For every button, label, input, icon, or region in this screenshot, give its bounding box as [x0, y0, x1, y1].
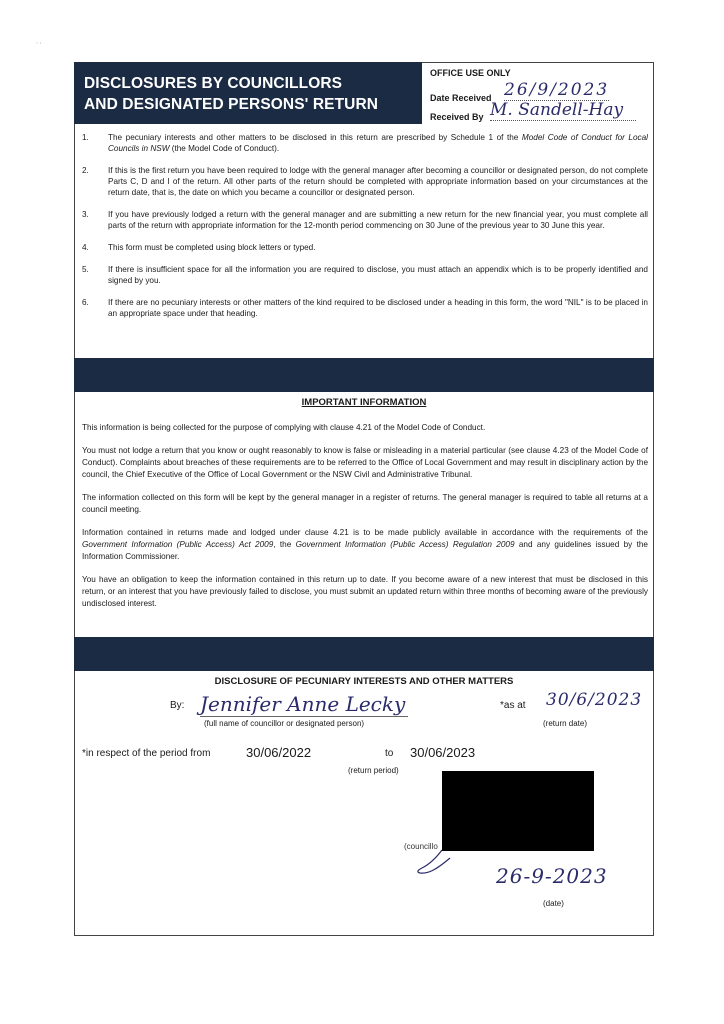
- signature-caption: (councillo: [404, 842, 438, 851]
- instruction-number: 2.: [82, 166, 89, 175]
- return-period-caption: (return period): [348, 766, 399, 775]
- instruction-number: 6.: [82, 298, 89, 307]
- info-text: Information contained in returns made and lodged under clause 4.21 is to be made publicly available in accordance with the requirements of the: [82, 528, 648, 537]
- act-title: Government Information (Public Access) Act 2009: [82, 540, 274, 549]
- instructions-list: [82, 132, 648, 330]
- instruction-item: [82, 165, 648, 198]
- instruction-item: [82, 209, 648, 231]
- instruction-item: [82, 264, 648, 286]
- disclosure-heading: DISCLOSURE OF PECUNIARY INTERESTS AND OTHER MATTERS: [214, 676, 514, 687]
- instruction-text: The pecuniary interests and other matters to be disclosed in this return are prescribed by Schedule 1 of the: [108, 133, 522, 142]
- period-to-label: to: [385, 748, 394, 759]
- info-paragraph: The information collected on this form will be kept by the general manager in a register of returns. The general manager is required to table all returns at a council meeting.: [82, 493, 648, 514]
- instruction-number: 3.: [82, 210, 89, 219]
- form-title-banner: [74, 62, 422, 124]
- return-date-field[interactable]: 30/6/2023: [546, 690, 643, 710]
- date-received-label: Date Received: [430, 93, 492, 103]
- instruction-item: [82, 242, 648, 253]
- scan-speck: ⋅ ⋅: [36, 41, 42, 47]
- instruction-text-end: (the Model Code of Conduct).: [169, 144, 280, 153]
- regulation-title: Government Information (Public Access) Regulation 2009: [295, 540, 515, 549]
- info-text: , the: [273, 540, 296, 549]
- instruction-item: [82, 297, 648, 319]
- instruction-text: If there is insufficient space for all the information you are required to disclose, you must attach an appendix which is to be properly identified and signed by you.: [108, 265, 648, 285]
- as-at-label: *as at: [500, 700, 526, 711]
- section-divider-band: [74, 358, 654, 392]
- redacted-signature-block: [442, 771, 594, 851]
- section-divider-band: [74, 637, 654, 671]
- instruction-item: [82, 132, 648, 154]
- instruction-text: If this is the first return you have been required to lodge with the general manager after becoming a councillor or designated person, do not complete Parts C, D and I of the return. All other parts of the return should be completed with appropriate information based on your circumstances at the return date, that is, the date on which you became a councillor or designated person.: [108, 166, 648, 197]
- info-text: and any guidelines issued by the Information Commissioner.: [82, 540, 648, 561]
- instruction-number: 4.: [82, 243, 89, 252]
- instruction-text: If there are no pecuniary interests or other matters of the kind required to be disclosed under a heading in this form, the word "NIL" is to be placed in an appropriate space under that heading.: [108, 298, 648, 318]
- important-information-body: [82, 422, 648, 621]
- full-name-caption: (full name of councillor or designated person): [204, 719, 365, 728]
- full-name-field[interactable]: Jennifer Anne Lecky: [200, 692, 408, 717]
- by-label: By:: [170, 700, 185, 711]
- info-paragraph: You have an obligation to keep the information contained in this return up to date. If you become aware of a new interest that must be disclosed in this return, or an interest that you have previously failed to disclose, you must submit an updated return within three months of becoming aware of the previously undisclosed interest.: [82, 575, 648, 608]
- received-by-value: M. Sandell-Hay: [490, 100, 636, 121]
- instruction-number: 1.: [82, 133, 89, 142]
- instruction-text: This form must be completed using block letters or typed.: [108, 243, 316, 252]
- office-use-heading: OFFICE USE ONLY: [430, 68, 511, 78]
- date-received-value: 26/9/2023: [504, 80, 610, 100]
- important-information-heading: IMPORTANT INFORMATION: [301, 397, 427, 408]
- signed-date-caption: (date): [543, 899, 564, 908]
- return-date-caption: (return date): [543, 719, 588, 728]
- form-title-line1: DISCLOSURES BY COUNCILLORS: [84, 75, 343, 92]
- signature-stroke: [410, 848, 454, 876]
- instruction-text: If you have previously lodged a return with the general manager and are submitting a new return for the new financial year, you must complete all parts of the return with appropriate information for the 12-month period commencing on 30 June of the previous year to 30 June this year.: [108, 210, 648, 230]
- office-use-box: [422, 62, 654, 124]
- info-paragraph: This information is being collected for the purpose of complying with clause 4.21 of the Model Code of Conduct.: [82, 423, 486, 432]
- instruction-number: 5.: [82, 265, 89, 274]
- instruction-italic: Model Code of Conduct for Local Councils in NSW: [108, 133, 649, 153]
- info-paragraph: [82, 527, 648, 563]
- period-to-field[interactable]: 30/06/2023: [410, 745, 476, 760]
- period-from-field[interactable]: 30/06/2022: [246, 745, 312, 760]
- received-by-label: Received By: [430, 112, 484, 122]
- info-paragraph: You must not lodge a return that you know or ought reasonably to know is false or misleading in a material particular (see clause 4.23 of the Model Code of Conduct). Complaints about breaches of these requirements are to be referred to the Office of Local Government and may result in disciplinary action by the council, the Chief Executive of the Office of Local Government or the NSW Civil and Administrative Tribunal.: [82, 446, 648, 479]
- period-label: *in respect of the period from: [82, 748, 211, 759]
- signed-date-field[interactable]: 26-9-2023: [496, 864, 608, 888]
- form-title-line2: AND DESIGNATED PERSONS' RETURN: [84, 96, 379, 113]
